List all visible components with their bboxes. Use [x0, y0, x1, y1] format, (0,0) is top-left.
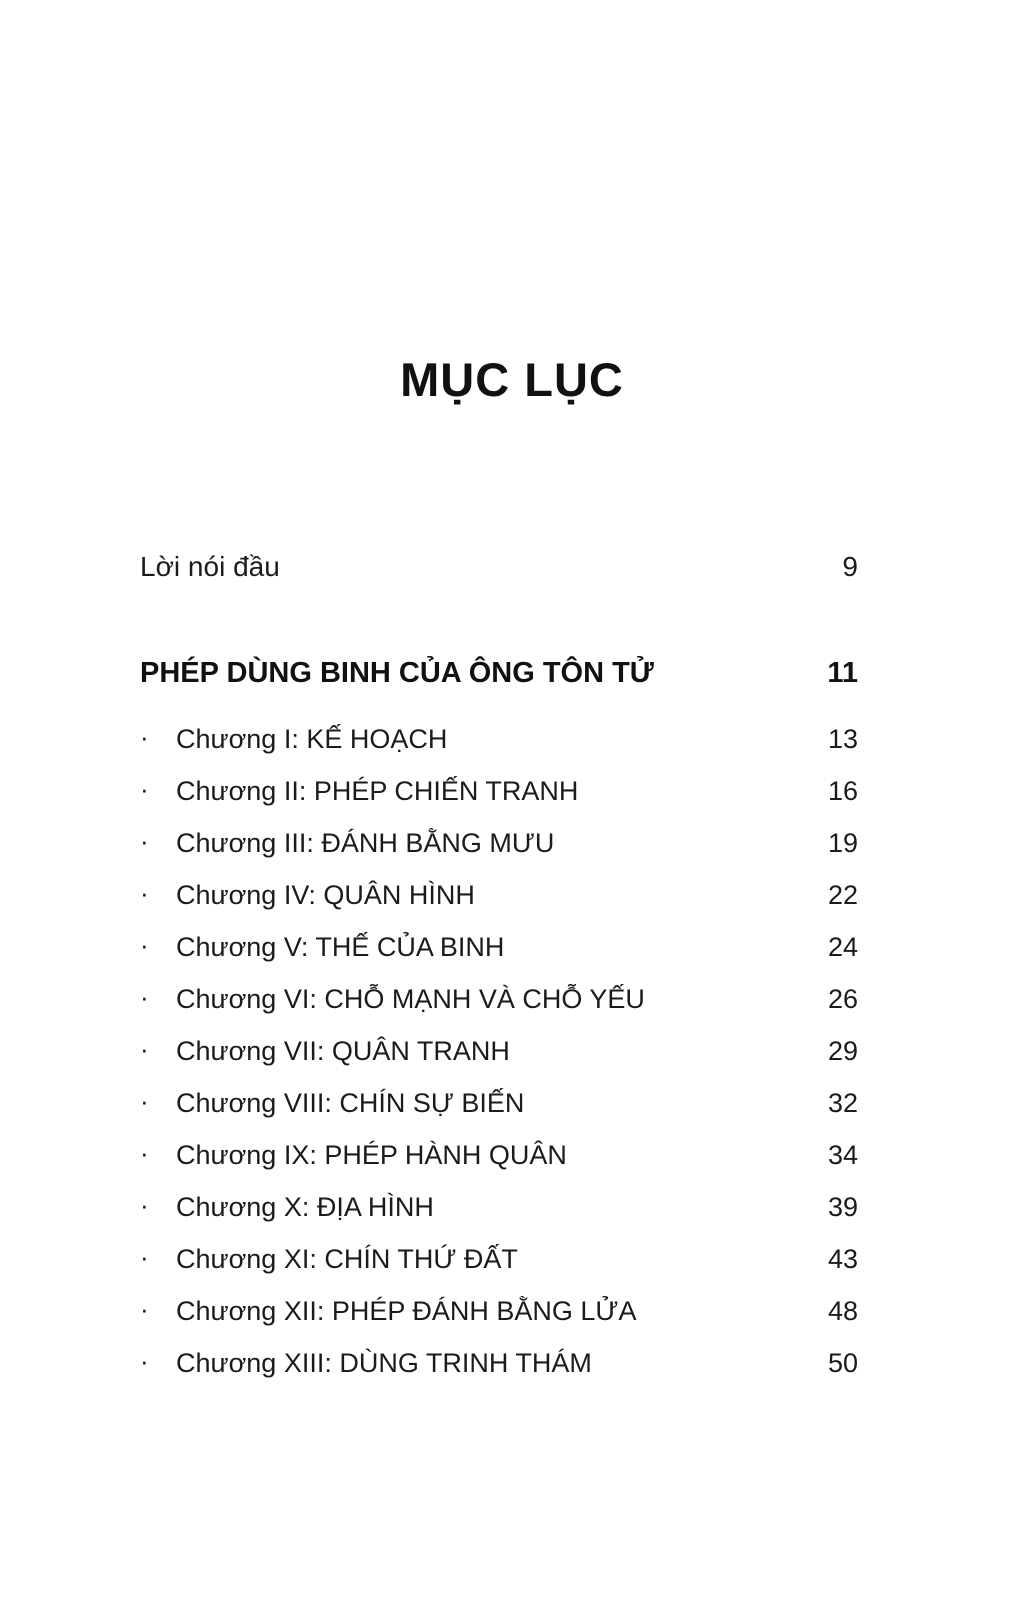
chapter-page-number: 13 [827, 723, 858, 754]
chapter-page-number: 19 [827, 827, 858, 858]
bullet-icon: · [140, 1294, 149, 1324]
toc-section-row [140, 649, 858, 697]
chapter-label: Chương XI: CHÍN THỨ ĐẤT [176, 1243, 518, 1274]
chapter-label: Chương X: ĐỊA HÌNH [176, 1191, 434, 1222]
chapter-page-number: 26 [827, 983, 858, 1014]
preface-page-number: 9 [842, 551, 858, 582]
bullet-icon: · [140, 878, 149, 908]
section-label: PHÉP DÙNG BINH CỦA ÔNG TÔN TỬ [140, 656, 654, 689]
chapter-label: Chương XIII: DÙNG TRINH THÁM [176, 1347, 592, 1378]
chapter-page-number: 22 [827, 879, 858, 910]
bullet-icon: · [140, 1242, 149, 1272]
toc-chapter-row [140, 1129, 858, 1181]
chapter-label: Chương IX: PHÉP HÀNH QUÂN [176, 1139, 567, 1170]
bullet-icon: · [140, 1034, 149, 1064]
chapter-label: Chương I: KẾ HOẠCH [176, 723, 448, 754]
bullet-icon: · [140, 722, 149, 752]
chapter-page-number: 48 [827, 1295, 858, 1326]
bullet-icon: · [140, 1138, 149, 1168]
chapter-page-number: 32 [827, 1087, 858, 1118]
chapter-label: Chương VI: CHỖ MẠNH VÀ CHỖ YẾU [176, 983, 645, 1014]
section-page-number: 11 [827, 656, 858, 689]
toc-chapter-row [140, 1181, 858, 1233]
chapter-page-number: 50 [827, 1347, 858, 1378]
toc-chapter-row [140, 921, 858, 973]
chapter-page-number: 39 [827, 1191, 858, 1222]
bullet-icon: · [140, 1086, 149, 1116]
toc-chapter-row [140, 1285, 858, 1337]
toc-chapter-row [140, 869, 858, 921]
bullet-icon: · [140, 774, 149, 804]
chapter-label: Chương VIII: CHÍN SỰ BIẾN [176, 1087, 525, 1118]
chapter-page-number: 43 [827, 1243, 858, 1274]
chapter-label: Chương IV: QUÂN HÌNH [176, 879, 475, 910]
toc-chapter-row [140, 817, 858, 869]
chapter-label: Chương III: ĐÁNH BẰNG MƯU [176, 827, 555, 858]
toc-chapter-row [140, 713, 858, 765]
chapter-label: Chương VII: QUÂN TRANH [176, 1035, 510, 1066]
toc-chapter-row [140, 1233, 858, 1285]
chapter-page-number: 34 [827, 1139, 858, 1170]
bullet-icon: · [140, 1346, 149, 1376]
chapter-label: Chương XII: PHÉP ĐÁNH BẰNG LỬA [176, 1295, 637, 1326]
page-title: MỤC LỤC [400, 353, 624, 406]
toc-chapter-row [140, 1025, 858, 1077]
toc-chapter-row [140, 973, 858, 1025]
chapter-label: Chương II: PHÉP CHIẾN TRANH [176, 775, 579, 806]
bullet-icon: · [140, 1190, 149, 1220]
chapter-page-number: 29 [827, 1035, 858, 1066]
bullet-icon: · [140, 930, 149, 960]
toc-preface-row [140, 545, 858, 589]
toc-chapter-row [140, 765, 858, 817]
chapter-list [140, 713, 858, 1389]
bullet-icon: · [140, 826, 149, 856]
bullet-icon: · [140, 982, 149, 1012]
table-of-contents [140, 545, 858, 1389]
chapter-label: Chương V: THẾ CỦA BINH [176, 931, 505, 962]
toc-chapter-row [140, 1337, 858, 1389]
chapter-page-number: 24 [827, 931, 858, 962]
toc-chapter-row [140, 1077, 858, 1129]
preface-label: Lời nói đầu [140, 551, 280, 582]
chapter-page-number: 16 [827, 775, 858, 806]
